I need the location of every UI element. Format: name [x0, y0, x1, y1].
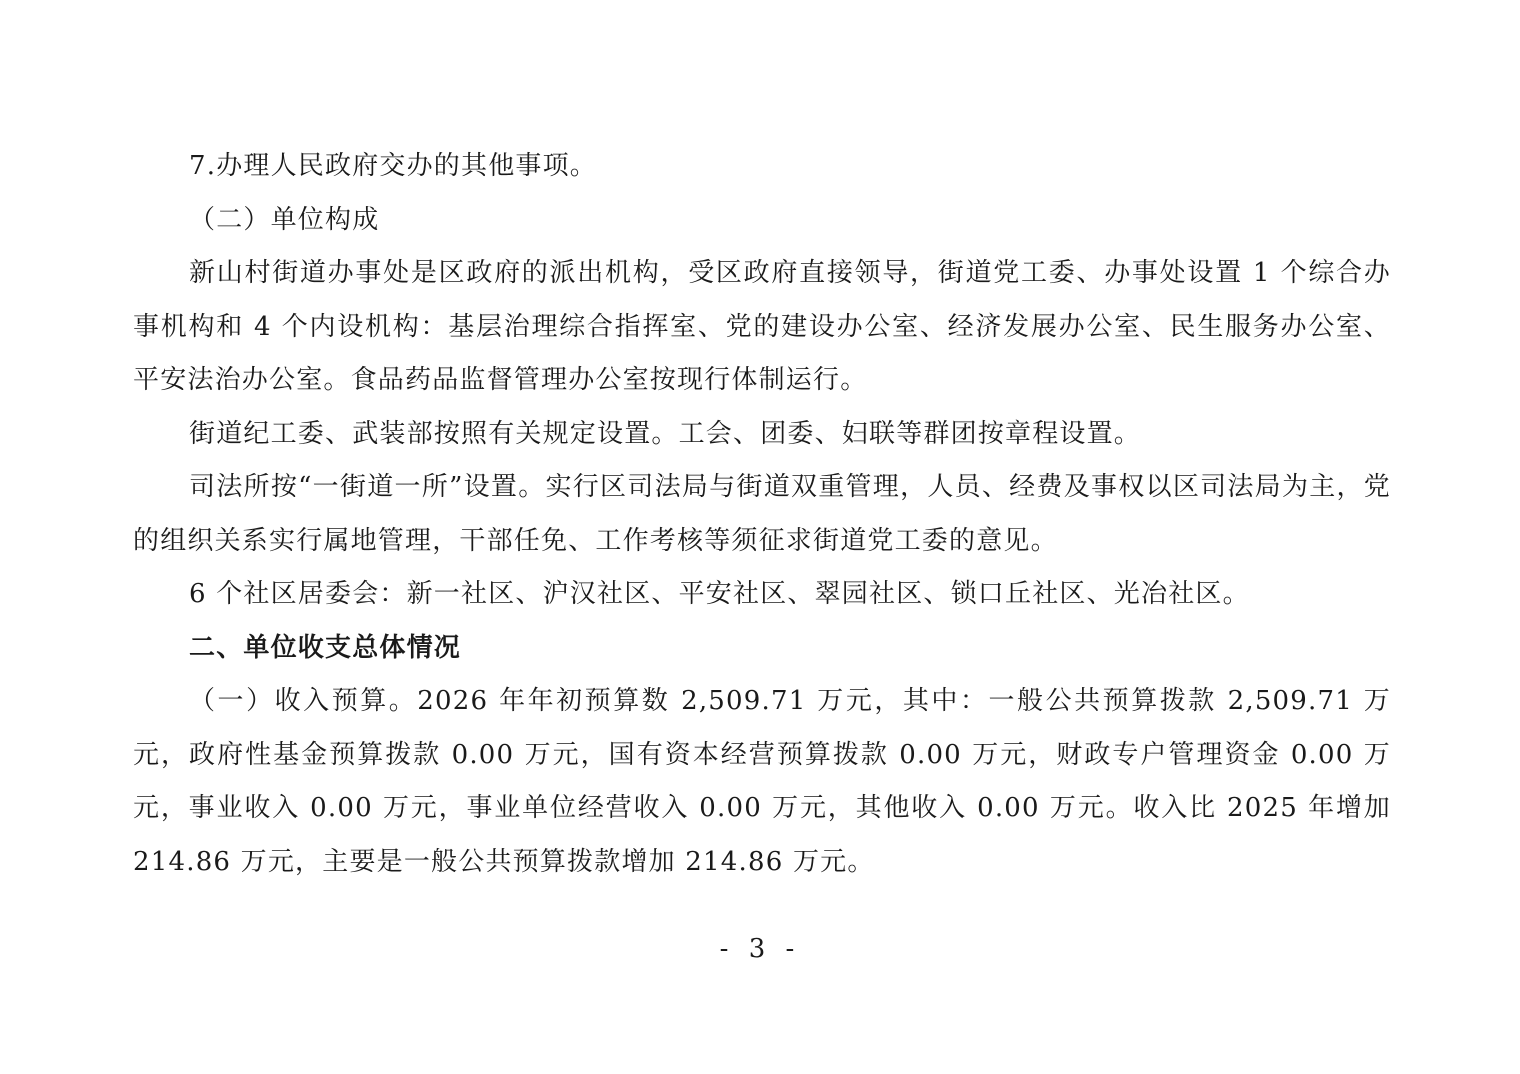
paragraph-duty-7: 7.办理人民政府交办的其他事项。: [189, 151, 598, 181]
paragraph-office-structure: 新山村街道办事处是区政府的派出机构，受区政府直接领导，街道党工委、办事处设置 1 个综合办事机构和 4 个内设机构：基层治理综合指挥室、党的建设办公室、经济发展办公室、民生服务办公室、平安法治办公室。食品药品监督管理办公室按现行体制运行。: [133, 258, 1391, 395]
paragraph-discipline-committee: 街道纪工委、武装部按照有关规定设置。工会、团委、妇联等群团按章程设置。: [189, 418, 1142, 449]
section-heading-budget-overview: 二、单位收支总体情况: [189, 632, 462, 663]
document-body: [133, 140, 1391, 889]
paragraph-income-budget: （一）收入预算。2026 年年初预算数 2,509.71 万元，其中：一般公共预算拨款 2,509.71 万元，政府性基金预算拨款 0.00 万元，国有资本经营预算拨款 0.00 万元，财政专户管理资金 0.00 万元，事业收入 0.00 万元，事业单位经营收入 0.00 万元，其他收入 0.00 万元。收入比 2025 年增加 214.86 万元，主要是一般公共预算拨款增加 214.86 万元。: [133, 686, 1391, 877]
paragraph-community-committees: 6 个社区居委会：新一社区、沪汉社区、平安社区、翠园社区、锁口丘社区、光冶社区。: [189, 579, 1250, 609]
paragraph-judicial-office: 司法所按“一街道一所”设置。实行区司法局与街道双重管理，人员、经费及事权以区司法局为主，党的组织关系实行属地管理，干部任免、工作考核等须征求街道党工委的意见。: [133, 472, 1391, 556]
page-number: - 3 -: [719, 934, 801, 964]
section-heading-unit-composition: （二）单位构成: [189, 204, 380, 235]
